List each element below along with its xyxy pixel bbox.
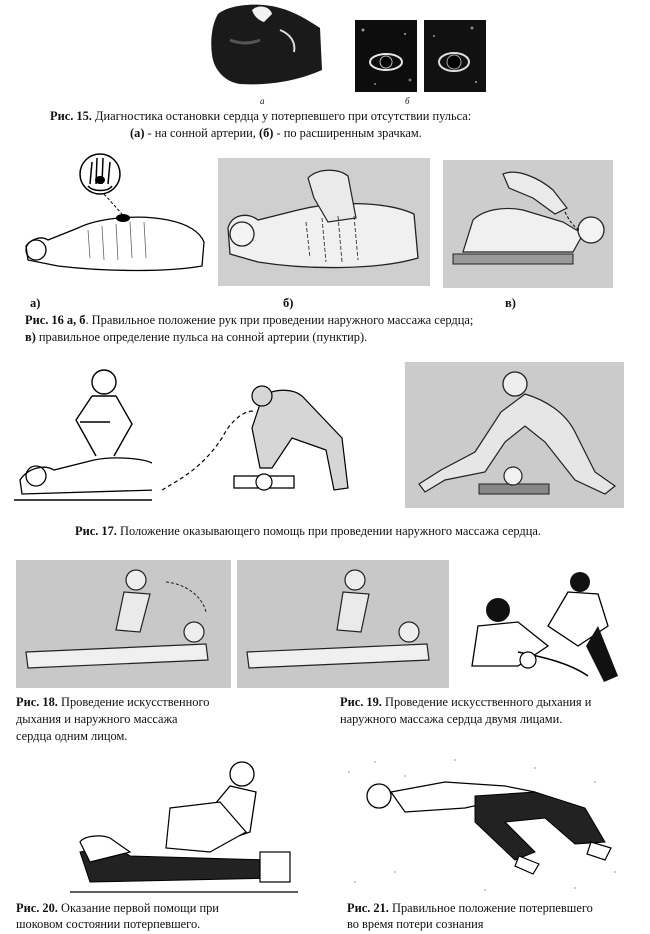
fig16-caption-line1 [25,312,630,329]
fig16-label-b: б) [283,296,294,310]
fig17-caption [75,523,635,540]
fig15-image-b-pupil-1 [355,20,417,92]
fig16-caption-text2: правильное определение пульса на сонной артерии (пунктир). [35,330,368,344]
fig15-image-a-carotid-pulse [200,0,325,92]
fig18-image [16,560,231,688]
fig21-caption-text1: Правильное положение потерпевшего [388,901,593,915]
fig16-image-a [18,148,210,288]
fig16-caption-line2 [25,329,630,346]
fig16-label-c: в) [505,296,516,310]
fig19-caption-line1 [340,694,640,711]
fig21-caption-line1 [347,900,647,916]
fig21-caption-num: Рис. 21. [347,901,389,915]
fig15-caption-text: Диагностика остановки сердца у потерпевшего при отсутствии пульса: [95,109,472,123]
fig19-image-a [237,560,449,688]
fig15-caption-num: Рис. 15. [50,109,92,123]
fig18-caption-text1: Проведение искусственного [57,695,210,709]
fig20-caption-line1 [16,900,316,916]
fig20-caption-text1: Оказание первой помощи при [57,901,219,915]
fig21-caption [347,900,647,932]
fig16-caption-num: Рис. 16 а, б [25,313,86,327]
fig18-caption-num: Рис. 18. [16,695,58,709]
fig16-image-c [443,160,613,288]
fig15-label-a: а [260,96,265,106]
fig18-caption-line3: сердца одним лицом. [16,729,128,743]
fig15-caption-line1 [50,108,610,125]
fig15-caption-b: (б) [258,126,274,140]
fig17-caption-text: Положение оказывающего помощь при проведении наружного массажа сердца. [116,524,541,538]
fig21-image [335,752,627,900]
fig19-caption-num: Рис. 19. [340,695,382,709]
fig18-caption [16,694,276,745]
fig21-caption-line2: во время потери сознания [347,917,484,931]
fig16-image-b [218,158,430,286]
fig16-label-a: а) [30,296,41,310]
fig20-caption-line2: шоковом состоянии потерпевшего. [16,917,201,931]
fig19-caption-text1: Проведение искусственного дыхания и [381,695,592,709]
fig18-caption-line1 [16,694,276,711]
fig16-caption-c: в) [25,330,36,344]
fig15-caption-line2 [50,125,610,142]
fig16-caption [25,312,630,346]
fig18-caption-line2: дыхания и наружного массажа [16,712,178,726]
fig15-caption-a: (а) [130,126,145,140]
fig15-label-b: б [405,96,410,106]
fig17-image-a [14,360,162,508]
fig15-caption-a-text: - на сонной артерии, [144,126,259,140]
fig20-image [70,752,298,898]
fig17-image-c [405,362,624,508]
fig19-image-b [458,566,632,690]
fig17-caption-num: Рис. 17. [75,524,117,538]
fig15-caption-b-text: - по расширенным зрачкам. [273,126,422,140]
fig20-caption [16,900,316,932]
fig15-caption [50,108,610,142]
fig15-image-b-pupil-2 [424,20,486,92]
fig19-caption [340,694,640,728]
fig20-caption-num: Рис. 20. [16,901,58,915]
fig19-caption-line2: наружного массажа сердца двумя лицами. [340,712,563,726]
fig17-image-b [152,378,364,508]
fig16-caption-text1: . Правильное положение рук при проведении наружного массажа сердца; [85,313,474,327]
